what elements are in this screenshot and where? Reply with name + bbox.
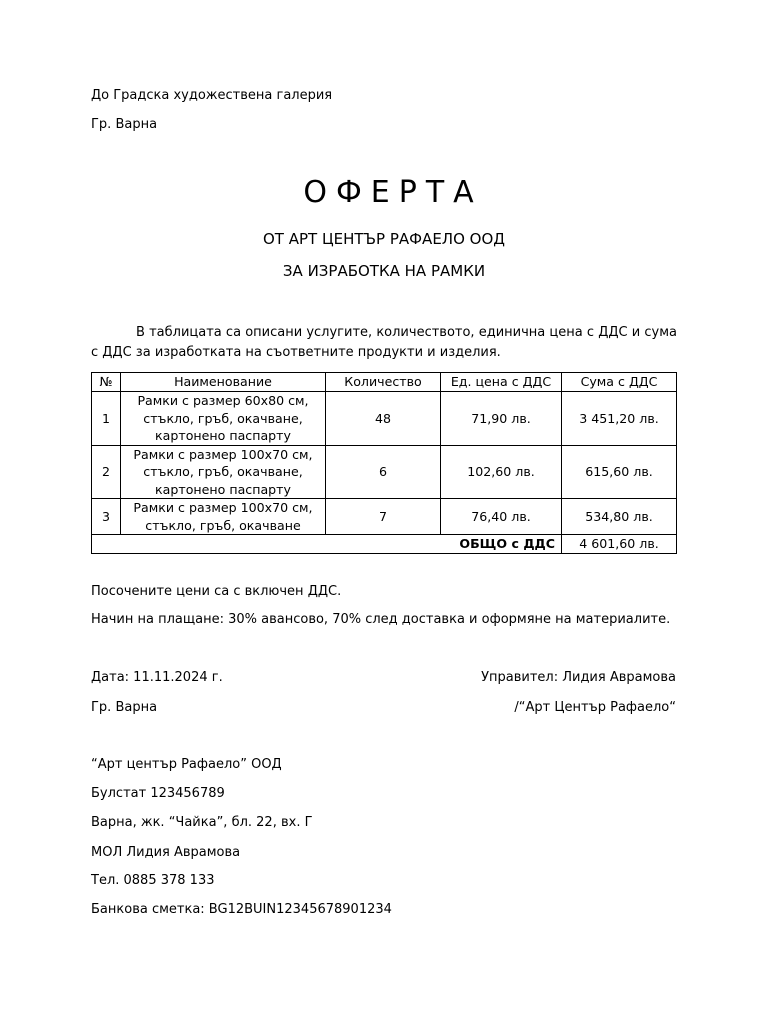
item-name (121, 499, 326, 535)
column-header: Сума с ДДС (562, 373, 677, 392)
document-subtitle-subject: ЗА ИЗРАБОТКА НА РАМКИ (282, 262, 486, 280)
row-number: 1 (92, 392, 121, 446)
company-phone: Тел. 0885 378 133 (91, 873, 215, 888)
column-header: Наименование (121, 373, 326, 392)
offer-date: Дата: 11.11.2024 г. (91, 670, 223, 685)
item-sum: 3 451,20 лв. (562, 392, 677, 446)
item-name-line: Рамки с размер 100х70 см, (133, 446, 313, 462)
recipient-line: До Градска художествена галерия (91, 88, 333, 103)
item-name-line: Рамки с размер 60х80 см, (137, 393, 309, 408)
table-row (92, 445, 677, 499)
table-header-row (92, 373, 677, 392)
item-unit-price: 76,40 лв. (441, 499, 562, 535)
item-unit-price: 102,60 лв. (441, 445, 562, 499)
item-name (121, 445, 326, 499)
company-address: Варна, жк. “Чайка”, бл. 22, вх. Г (91, 815, 313, 830)
item-name-line: картонено паспарту (155, 481, 291, 497)
manager-name: Управител: Лидия Аврамова (481, 670, 676, 685)
item-name-line: стъкло, гръб, окачване, (143, 410, 303, 426)
item-unit-price: 71,90 лв. (441, 392, 562, 446)
recipient-city: Гр. Варна (91, 117, 158, 132)
row-number: 2 (92, 445, 121, 499)
company-name: “Арт център Рафаело” ООД (91, 757, 282, 772)
company-mol: МОЛ Лидия Аврамова (91, 845, 241, 860)
item-sum: 534,80 лв. (562, 499, 677, 535)
intro-paragraph: В таблицата са описани услугите, количеството, единична цена с ДДС и сума с ДДС за изработката на съответните продукти и изделия. (91, 325, 677, 360)
item-name-line: Рамки с размер 100х70 см, (133, 500, 313, 515)
item-quantity: 48 (326, 392, 441, 446)
column-header: Количество (326, 373, 441, 392)
document-subtitle-company: ОТ АРТ ЦЕНТЪР РАФАЕЛО ООД (263, 230, 505, 248)
document-title: ОФЕРТА (303, 175, 483, 210)
item-sum: 615,60 лв. (562, 445, 677, 499)
row-number: 3 (92, 499, 121, 535)
item-quantity: 7 (326, 499, 441, 535)
company-bank-account: Банкова сметка: BG12BUIN12345678901234 (91, 902, 392, 917)
item-name-line: стъкло, гръб, окачване, (143, 464, 303, 479)
vat-note: Посочените цени са с включен ДДС. (91, 584, 342, 599)
total-label: ОБЩО с ДДС (92, 535, 562, 554)
manager-signature: /“Арт Център Рафаело“ (514, 700, 676, 715)
company-bulstat: Булстат 123456789 (91, 786, 225, 801)
table-total-row (92, 535, 677, 554)
offer-table (91, 372, 677, 554)
table-row (92, 392, 677, 446)
total-value: 4 601,60 лв. (562, 535, 677, 554)
column-header: № (92, 373, 121, 392)
item-quantity: 6 (326, 445, 441, 499)
table-row (92, 499, 677, 535)
payment-terms: Начин на плащане: 30% авансово, 70% след доставка и оформяне на материалите. (91, 612, 671, 627)
column-header: Ед. цена с ДДС (441, 373, 562, 392)
item-name (121, 392, 326, 446)
item-name-line: картонено паспарту (155, 428, 291, 443)
offer-city: Гр. Варна (91, 700, 158, 715)
item-name-line: стъкло, гръб, окачване (145, 517, 301, 533)
